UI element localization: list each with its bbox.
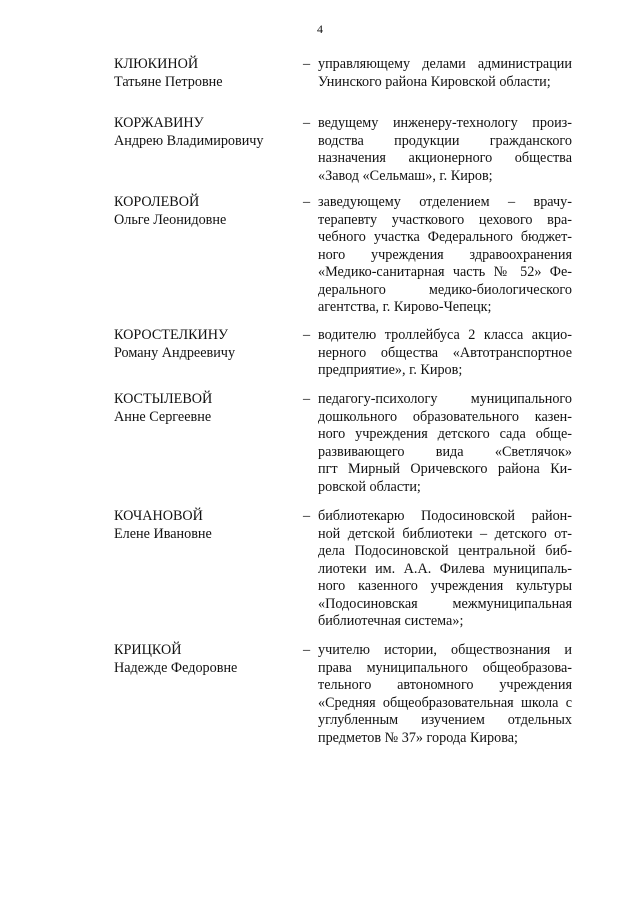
person-name xyxy=(114,508,299,543)
surname: КОЧАНОВОЙ xyxy=(114,508,203,524)
person-name xyxy=(114,391,299,426)
description-line: дошкольного образовательного казен- xyxy=(318,408,572,425)
dash-separator: – xyxy=(303,642,311,658)
dash-separator: – xyxy=(303,391,311,407)
description-line: тельного автономного учреждения xyxy=(318,677,572,693)
person-name xyxy=(114,194,299,229)
description-line: назначения акционерного общества xyxy=(318,150,572,166)
description-line: «Завод «Сельмаш», г. Киров; xyxy=(318,167,493,184)
dash-separator: – xyxy=(303,194,311,210)
page-number: 4 xyxy=(317,22,323,36)
position-description xyxy=(318,327,572,380)
dash-separator: – xyxy=(303,115,311,131)
description-line: ровской области; xyxy=(318,478,421,495)
given-names: Андрею Владимировичу xyxy=(114,132,264,149)
surname: КОРЖАВИНУ xyxy=(114,115,204,131)
person-name xyxy=(114,642,299,677)
position-description xyxy=(318,508,572,631)
description-line: нерного общества «Автотранспортное xyxy=(318,344,572,361)
description-line: Унинского района Кировской области; xyxy=(318,73,551,90)
description-line: предприятие», г. Киров; xyxy=(318,362,463,378)
position-description xyxy=(318,56,572,91)
description-line: управляющему делами администрации xyxy=(318,56,572,72)
given-names: Анне Сергеевне xyxy=(114,408,212,425)
description-line: «Медико-санитарная часть № 52» Фе- xyxy=(318,264,572,280)
surname: КОРОСТЕЛКИНУ xyxy=(114,327,229,343)
description-line: библиотечная система»; xyxy=(318,613,464,629)
description-line: водителю троллейбуса 2 класса акцио- xyxy=(318,327,572,343)
description-line: педагогу-психологу муниципального xyxy=(318,391,572,407)
dash-separator: – xyxy=(303,508,311,524)
description-line: ного учреждения здравоохранения xyxy=(318,246,572,263)
description-line: ного казенного учреждения культуры xyxy=(318,578,572,594)
description-line: водства продукции гражданского xyxy=(318,132,572,149)
description-line: права муниципального общеобразова- xyxy=(318,659,572,676)
dash-separator: – xyxy=(303,327,311,343)
description-line: углубленным изучением отдельных xyxy=(318,712,572,728)
description-line: библиотекарю Подосиновской район- xyxy=(318,508,572,524)
description-line: агентства, г. Кирово-Чепецк; xyxy=(318,299,492,315)
description-line: ведущему инженеру-технологу произ- xyxy=(318,115,572,131)
surname: КОСТЫЛЕВОЙ xyxy=(114,391,213,407)
description-line: ного учреждения детского сада обще- xyxy=(318,426,572,442)
position-description xyxy=(318,115,572,185)
description-line: пгт Мирный Оричевского района Ки- xyxy=(318,461,572,477)
description-line: предметов № 37» города Кирова; xyxy=(318,729,518,746)
surname: КОРОЛЕВОЙ xyxy=(114,194,200,210)
description-line: развивающего вида «Светлячок» xyxy=(318,443,572,460)
description-line: «Средняя общеобразовательная школа с xyxy=(318,694,572,711)
given-names: Надежде Федоровне xyxy=(114,659,238,676)
given-names: Елене Ивановне xyxy=(114,525,212,542)
description-line: лиотеки им. А.А. Филева муниципаль- xyxy=(318,560,572,577)
dash-separator: – xyxy=(303,56,311,72)
given-names: Ольге Леонидовне xyxy=(114,211,227,228)
position-description xyxy=(318,642,572,747)
description-line: дерального медико-биологического xyxy=(318,281,572,298)
person-name xyxy=(114,115,299,150)
surname: КРИЦКОЙ xyxy=(114,642,182,658)
given-names: Татьяне Петровне xyxy=(114,73,223,90)
surname: КЛЮКИНОЙ xyxy=(114,56,199,72)
description-line: чебного участка Федерального бюджет- xyxy=(318,229,572,245)
description-line: дела Подосиновской центральной биб- xyxy=(318,543,572,559)
position-description xyxy=(318,391,572,496)
position-description xyxy=(318,194,572,317)
description-line: «Подосиновская межмуниципальная xyxy=(318,595,572,612)
description-line: терапевту участкового цехового вра- xyxy=(318,211,572,228)
description-line: ной детской библиотеки – детского от- xyxy=(318,525,572,542)
description-line: заведующему отделением – врачу- xyxy=(318,194,572,210)
description-line: учителю истории, обществознания и xyxy=(318,642,572,658)
given-names: Роману Андреевичу xyxy=(114,344,236,361)
person-name xyxy=(114,327,299,362)
person-name xyxy=(114,56,299,91)
